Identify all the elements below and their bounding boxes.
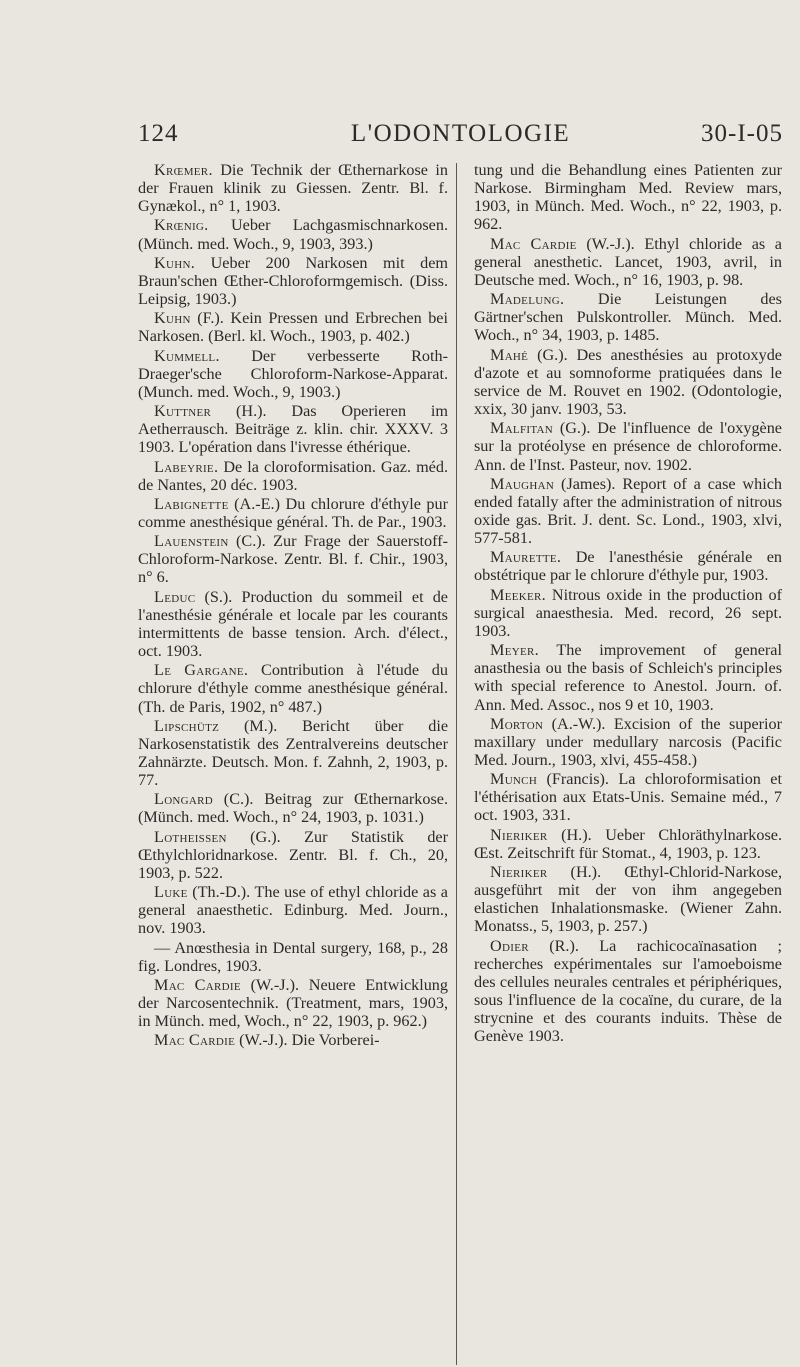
entry-text: (G.). Zur Statistik der Œthylchloridnarkose. Zentr. Bl. f. Ch., 20, 1903, p. 522. — [138, 827, 448, 882]
entry-text: (W.-J.). Neuere Entwicklung der Narcosentechnik. (Treatment, mars, 1903, in Münch. med, Woch., n° 22, 1903, p. 962.) — [138, 975, 448, 1031]
bibliography-entry — [474, 235, 782, 289]
entry-text: Die Technik der Œthernarkose in der Frauen klinik zu Giessen. Zentr. Bl. f. Gynækol., n° 1, 1903. — [138, 161, 448, 216]
entry-text: The improvement of general anasthesia ou the basis of Schleich's principles with special reference to Anestol. Journ. of. Ann. Med. Assoc., nos 9 et 10, 1903. — [474, 641, 782, 714]
entry-author: Mac Cardie — [154, 975, 241, 994]
bibliography-entry — [138, 588, 448, 661]
entry-author: Longard — [154, 790, 214, 809]
entry-author: Kummell. — [154, 346, 220, 365]
entry-text: (M.). Bericht über die Narkosenstatistik des Zentralvereins deutscher Zahnärzte. Deutsch. Mon. f. Zahnh, 2, 1903, p. 77. — [138, 716, 448, 790]
entry-author: Luke — [154, 883, 188, 902]
entry-text: (S.). Production du sommeil et de l'anesthésie générale et locale par les courants intermittents de basse tension. Arch. d'élect., oct. 1903. — [138, 587, 448, 661]
entry-author: Krœmer. — [154, 161, 213, 179]
entry-text: Ueber Lachgasmischnarkosen. (Münch. med. Woch., 9, 1903, 393.) — [138, 216, 448, 253]
entry-author: Odier — [490, 936, 529, 955]
bibliography-entry — [474, 419, 782, 473]
entry-text: Ueber 200 Narkosen mit dem Braun'schen Œther-Chloroformgemisch. (Diss. Leipsig, 1903.) — [138, 253, 448, 309]
entry-author: Meyer. — [490, 641, 539, 660]
issue-date: 30-I-05 — [701, 120, 783, 147]
bibliography-entry — [138, 661, 448, 715]
bibliography-entry — [474, 937, 782, 1046]
entry-author: Leduc — [154, 587, 196, 606]
journal-title: L'ODONTOLOGIE — [350, 120, 571, 147]
bibliography-entry — [138, 1031, 448, 1049]
entry-author: Krœnig. — [154, 216, 209, 235]
bibliography-entry — [138, 347, 448, 401]
entry-author: Malfitan — [490, 419, 553, 438]
entry-author: Nieriker — [490, 825, 548, 844]
entry-author: Morton — [490, 714, 544, 733]
bibliography-entry — [474, 863, 782, 936]
bibliography-entry — [474, 548, 782, 584]
bibliography-entry — [474, 641, 782, 714]
entry-author: Munch — [490, 770, 538, 789]
bibliography-entry — [138, 828, 448, 882]
bibliography-entry — [138, 532, 448, 586]
entry-author: Le Gargane. — [154, 661, 249, 680]
entry-text: (W.-J.). Ethyl chloride as a general anesthetic. Lancet, 1903, avril, in Deutsche med. Woch., n° 16, 1903, p. 98. — [474, 234, 782, 289]
entry-text: (H.). Œthyl-Chlorid-Narkose, ausgeführt mit der von ihm angegeben elastichen Inhalationsmaske. (Wiener Zahn. Monatss., 5, 1903, p. 257.) — [474, 862, 782, 936]
entry-text: (H.). Das Operieren im Aetherrausch. Beiträge z. klin. chir. XXXV. 3 1903. L'opération dans l'ivresse éthérique. — [138, 402, 448, 457]
entry-text: Nitrous oxide in the production of surgical anaesthesia. Med. record, 26 sept. 1903. — [474, 585, 782, 640]
bibliography-entry — [138, 254, 448, 308]
entry-author: Lotheissen — [154, 827, 227, 846]
entry-author: Lipschütz — [154, 716, 220, 735]
entry-author: Maughan — [490, 474, 555, 493]
bibliography-entry — [138, 790, 448, 826]
bibliography-entry — [474, 475, 782, 548]
left-column — [138, 161, 448, 1051]
entry-author: Lauenstein — [154, 532, 229, 551]
entry-author: Mac Cardie — [154, 1031, 236, 1050]
entry-text: (James). Report of a case which ended fatally after the administration of nitrous oxide gas. Brit. J. dent. Sc. Lond., 1903, xlvi, 577-581. — [474, 474, 782, 548]
entry-author: Nieriker — [490, 862, 548, 881]
page-number: 124 — [138, 120, 179, 147]
entry-text: (G.). Des anesthésies au protoxyde d'azote et au somnoforme pratiquées dans le service de M. Rouvet en 1902. (Odontologie, xxix, 30 janv. 1903, 53. — [474, 345, 782, 419]
entry-author: Meeker. — [490, 585, 546, 604]
entry-text: (C.). Zur Frage der Sauerstoff-Chloroform-Narkose. Zentr. Bl. f. Chir., 1903, n° 6. — [138, 532, 448, 587]
bibliography-entry — [138, 216, 448, 252]
bibliography-entry — [138, 402, 448, 456]
bibliography-entry — [474, 161, 782, 234]
entry-author: Madelung. — [490, 290, 565, 309]
entry-author: Mac Cardie — [490, 234, 577, 253]
entry-text: Die Leistungen des Gärtner'schen Pulskontroller. Münch. Med. Woch., n° 34, 1903, p. 1485. — [474, 290, 782, 345]
entry-text: (W.-J.). Die Vorberei- — [235, 1031, 380, 1050]
entry-author: Mahé — [490, 345, 529, 364]
entry-text: (Francis). La chloroformisation et l'éthérisation aux Etats-Unis. Semaine méd., 7 oct. 1903, 331. — [474, 770, 782, 825]
bibliography-entry — [474, 770, 782, 824]
entry-text: (A.-W.). Excision of the superior maxillary under medullary narcosis (Pacific Med. Journ., 1903, xlvi, 455-458.) — [474, 714, 782, 769]
entry-text: De l'anesthésie générale en obstétrique par le chlorure d'éthyle pur, 1903. — [474, 548, 782, 585]
bibliography-entry — [474, 290, 782, 344]
entry-author: Labignette — [154, 494, 229, 513]
entry-author: Labeyrie. — [154, 457, 219, 476]
bibliography-entry — [138, 309, 448, 345]
entry-text: (G.). De l'influence de l'oxygène sur la protéolyse en présence de chloroforme. Ann. de l'Inst. Pasteur, nov. 1902. — [474, 419, 782, 474]
bibliography-entry — [138, 161, 448, 215]
entry-text: Der verbesserte Roth-Draeger'sche Chloroform-Narkose-Apparat. (Munch. med. Woch., 9, 1903.) — [138, 346, 448, 401]
bibliography-entry — [474, 826, 782, 862]
entry-text: (F.). Kein Pressen und Erbrechen bei Narkosen. (Berl. kl. Woch., 1903, p. 402.) — [138, 309, 448, 346]
entry-text: (A.-E.) Du chlorure d'éthyle pur comme anesthésique général. Th. de Par., 1903. — [138, 494, 448, 531]
bibliography-entry — [474, 586, 782, 640]
bibliography-entry — [138, 717, 448, 790]
right-column — [474, 161, 782, 1047]
entry-text: — Anœsthesia in Dental surgery, 168, p., 28 fig. Londres, 1903. — [138, 938, 448, 975]
entry-text: (R.). La rachicocaïnasation ; recherches expérimentales sur l'amoeboisme des cellules neurales centrales et périphériques, sous l'influence de la cocaïne, du curare, de la strycnine et des courants induits. Thèse de Genève 1903. — [474, 936, 782, 1046]
bibliography-entry — [474, 715, 782, 769]
bibliography-entry — [138, 458, 448, 494]
entry-author: Kuhn — [154, 309, 191, 328]
bibliography-entry — [138, 495, 448, 531]
entry-author: Kuhn. — [154, 253, 196, 272]
bibliography-entry — [138, 939, 448, 975]
entry-text: (Th.-D.). The use of ethyl chloride as a general anaesthetic. Edinburg. Med. Journ., nov. 1903. — [138, 883, 448, 938]
entry-author: Maurette. — [490, 548, 562, 567]
bibliography-entry — [138, 883, 448, 937]
running-header — [138, 120, 783, 154]
entry-text: (C.). Beitrag zur Œthernarkose. (Münch. med. Woch., n° 24, 1903, p. 1031.) — [138, 790, 448, 827]
column-divider — [456, 163, 457, 1365]
entry-author: Kuttner — [154, 402, 212, 421]
entry-text: tung und die Behandlung eines Patienten zur Narkose. Birmingham Med. Review mars, 1903, in Münch. Med. Woch., n° 22, 1903, p. 962. — [474, 161, 782, 234]
entry-text: (H.). Ueber Chloräthylnarkose. Œst. Zeitschrift für Stomat., 4, 1903, p. 123. — [474, 825, 782, 862]
entry-text: De la cloroformisation. Gaz. méd. de Nantes, 20 déc. 1903. — [138, 457, 448, 494]
bibliography-entry — [474, 346, 782, 419]
bibliography-entry — [138, 976, 448, 1030]
entry-text: Contribution à l'étude du chlorure d'éthyle comme anesthésique général. (Th. de Paris, 1902, n° 487.) — [138, 661, 448, 716]
